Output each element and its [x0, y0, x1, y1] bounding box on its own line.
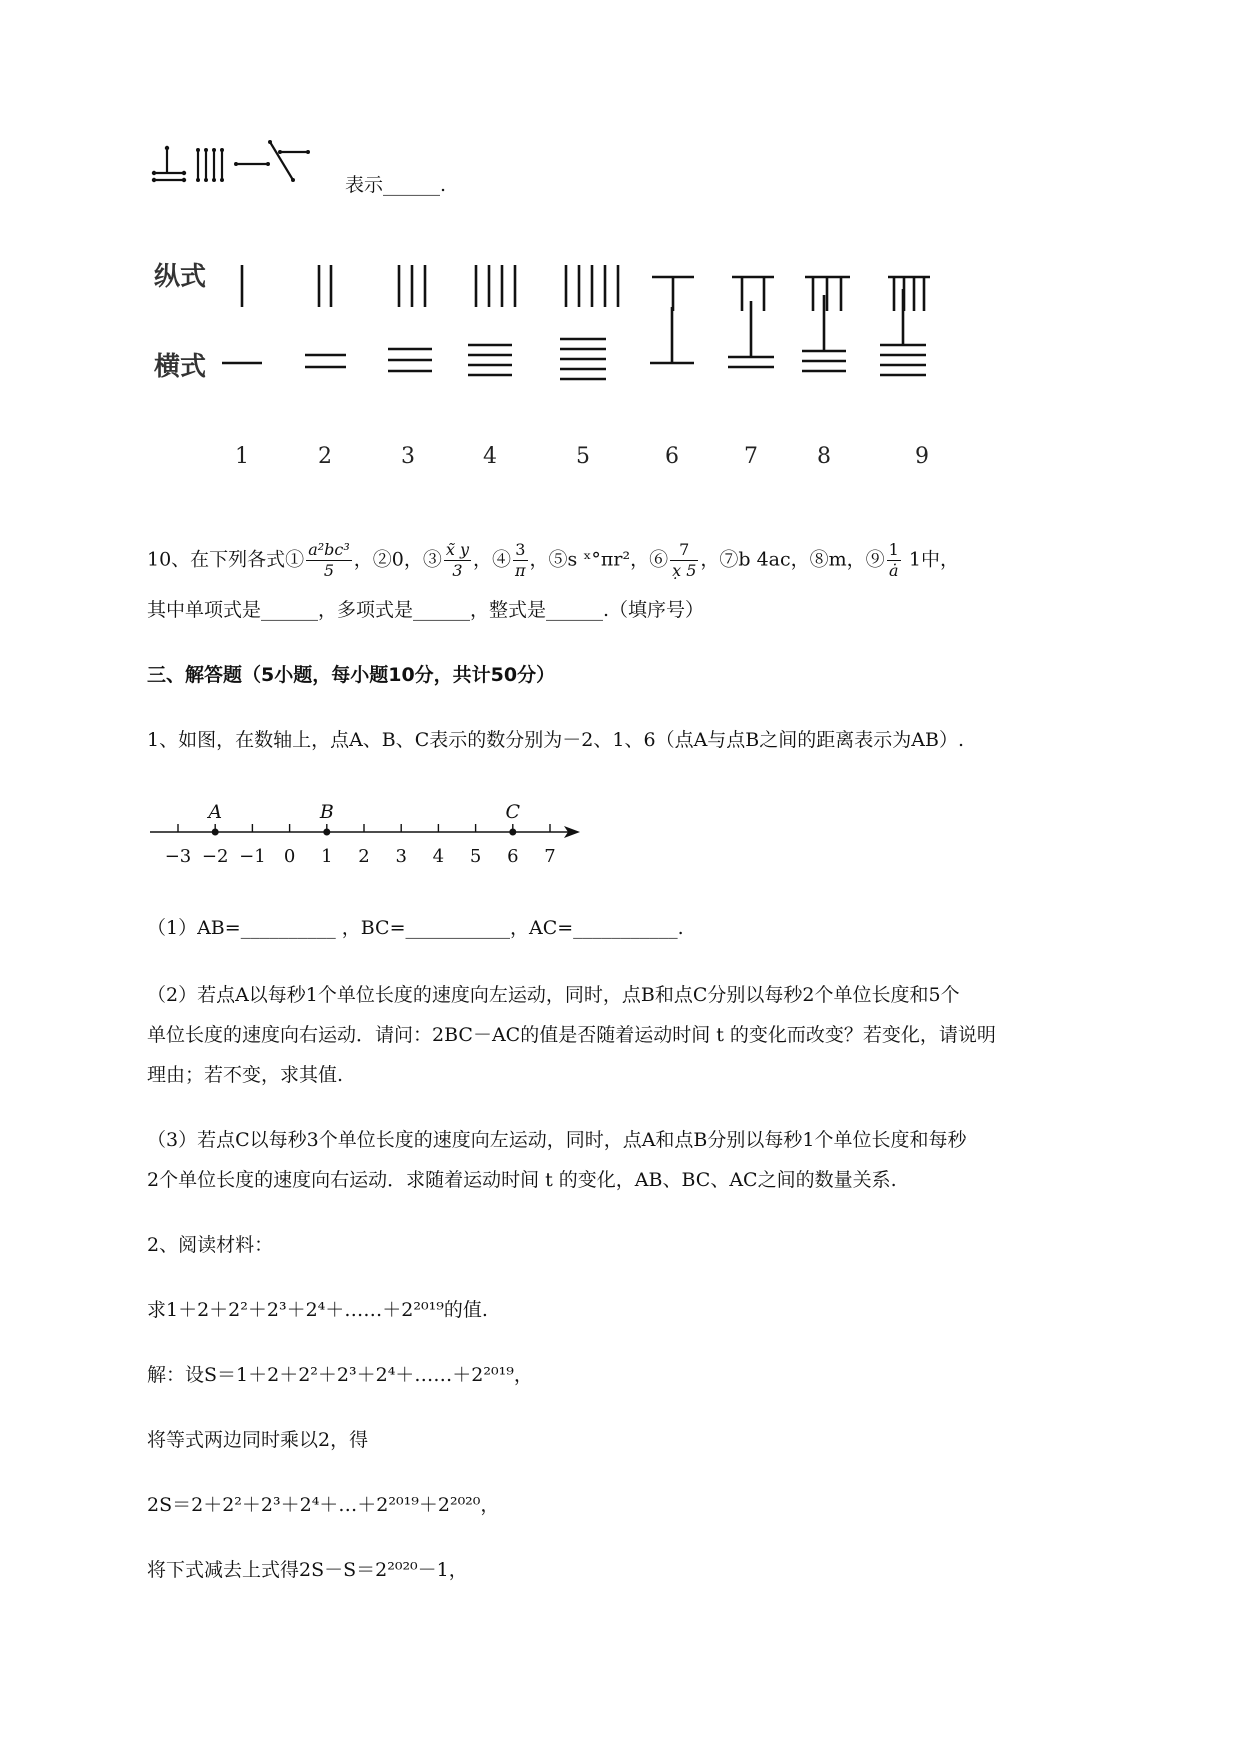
q10-line1: 10、在下列各式① $\frac{\text{a²bc³}}{5}$ ，②0，③ $\frac{x̃ y}{3}$ ，④ $\frac{3}{\pi}$ ，⑤s ˣ°πr²，⑥ $\frac{7}{x̣ 5}$ ，⑦b 4ac，⑧m，⑨ $\frac{1}{ȧ}$ 1中， [147, 540, 959, 580]
number-line-tick-label: −3 [164, 846, 192, 867]
section3-title: 三、解答题（5小题，每小题10分，共计50分） [147, 664, 556, 686]
p1-q1: （1）AB=__________ ，BC=___________，AC=___________. [147, 917, 684, 939]
p2-title: 2、阅读材料： [147, 1234, 274, 1256]
p2-line1: 求1＋2＋2²＋2³＋2⁴＋……＋2²⁰¹⁹的值. [147, 1299, 488, 1321]
number-line-tick-label: 6 [507, 846, 519, 867]
digit-label: 9 [915, 444, 929, 469]
number-line-point-c [509, 829, 516, 836]
number-line-tick-label: 3 [395, 846, 407, 867]
number-line-point-label: B [319, 801, 334, 823]
number-line-point-b [323, 829, 330, 836]
rod-numeral-figure [150, 140, 330, 200]
digit-label: 3 [401, 444, 415, 469]
rod-numeral-label: 表示______. [345, 174, 447, 196]
number-line-tick-label: 7 [544, 846, 556, 867]
p1-intro: 1、如图，在数轴上，点A、B、C表示的数分别为－2、1、6（点A与点B之间的距离表示为AB）. [147, 729, 964, 751]
p1-q2-line3: 理由；若不变，求其值. [147, 1064, 344, 1086]
number-line-tick-label: 2 [358, 846, 370, 867]
p1-q2-line2: 单位长度的速度向右运动．请问：2BC－AC的值是否随着运动时间 t 的变化而改变？若变化，请说明 [147, 1024, 996, 1046]
p2-line5: 将下式减去上式得2S－S＝2²⁰²⁰－1， [147, 1559, 468, 1581]
number-line-tick-label: −1 [239, 846, 266, 867]
digit-label: 5 [576, 444, 590, 469]
row-label-horizontal: 横式 [154, 352, 207, 382]
digit-label: 8 [817, 444, 831, 469]
number-line-tick-label: 0 [283, 846, 296, 867]
p2-line2: 解：设S＝1＋2＋2²＋2³＋2⁴＋……＋2²⁰¹⁹， [147, 1364, 533, 1386]
p1-q3-line2: 2个单位长度的速度向右运动．求随着运动时间 t 的变化，AB、BC、AC之间的数量关系. [147, 1169, 897, 1191]
p1-q2-line1: （2）若点A以每秒1个单位长度的速度向左运动，同时，点B和点C分别以每秒2个单位长度和5个 [147, 984, 960, 1006]
number-line-point-label: A [208, 801, 223, 823]
number-line-tick-label: −2 [201, 846, 229, 867]
number-line-point-a [212, 829, 219, 836]
digit-label: 1 [235, 444, 249, 469]
q10-line2: 其中单项式是______，多项式是______，整式是______.（填序号） [147, 599, 705, 621]
rod-numeral-table [150, 255, 970, 475]
number-line [140, 790, 600, 870]
digit-label: 6 [665, 444, 679, 469]
row-label-vertical: 纵式 [154, 262, 207, 292]
number-line-tick-label: 5 [469, 846, 482, 867]
p2-line4: 2S＝2＋2²＋2³＋2⁴＋…＋2²⁰¹⁹＋2²⁰²⁰， [147, 1494, 500, 1516]
p1-q3-line1: （3）若点C以每秒3个单位长度的速度向左运动，同时，点A和点B分别以每秒1个单位长度和每秒 [147, 1129, 967, 1151]
digit-label: 2 [318, 444, 332, 469]
number-line-tick-label: 4 [432, 846, 445, 867]
digit-label: 7 [744, 444, 758, 469]
number-line-point-label: C [505, 801, 521, 823]
number-line-tick-label: 1 [321, 846, 333, 867]
digit-label: 4 [483, 444, 497, 469]
p2-line3: 将等式两边同时乘以2，得 [147, 1429, 369, 1451]
